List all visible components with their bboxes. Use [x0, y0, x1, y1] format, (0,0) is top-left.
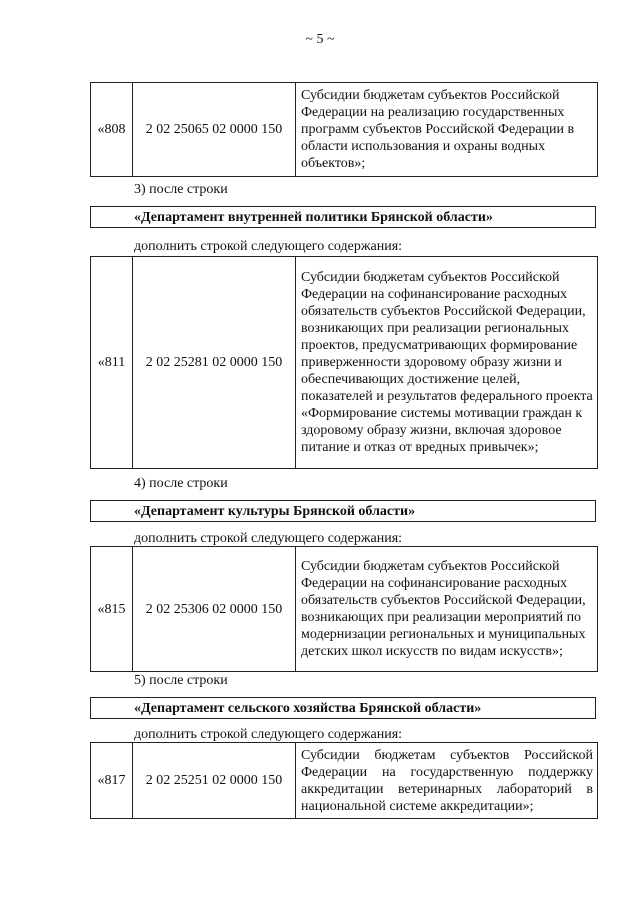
row-number: «815: [91, 547, 133, 672]
table-row: [91, 83, 598, 177]
department-heading: «Департамент внутренней политики Брянской области»: [90, 206, 596, 228]
budget-row-table: [90, 546, 598, 672]
row-number: «811: [91, 257, 133, 469]
table-row: [91, 743, 598, 819]
table-row: [91, 547, 598, 672]
budget-code: 2 02 25306 02 0000 150: [133, 547, 296, 672]
row-description: Субсидии бюджетам субъектов Российской Федерации на софинансирование расходных обязательств субъектов Российской Федерации, возникающих при реализации региональных проектов, предусматривающих формирование приверженности здоровому образу жизни и обеспечивающих достижение целей, показателей и результатов федерального проекта «Формирование системы мотивации граждан к здоровому образу жизни, включая здоровое питание и отказ от вредных привычек»;: [296, 257, 598, 469]
budget-row-table: [90, 742, 598, 819]
row-description: Субсидии бюджетам субъектов Российской Федерации на софинансирование расходных обязательств субъектов Российской Федерации, возникающих при реализации мероприятий по модернизации региональных и муниципальных детских школ искусств по видам искусств»;: [296, 547, 598, 672]
page-number: ~ 5 ~: [305, 32, 335, 47]
budget-code: 2 02 25251 02 0000 150: [133, 743, 296, 819]
after-row-label: 4) после строки: [134, 476, 228, 491]
after-row-label: 5) после строки: [134, 673, 228, 688]
table-row: [91, 257, 598, 469]
after-row-label: 3) после строки: [134, 182, 228, 197]
budget-code: 2 02 25065 02 0000 150: [133, 83, 296, 177]
row-number: «808: [91, 83, 133, 177]
supplement-label: дополнить строкой следующего содержания:: [134, 239, 403, 254]
row-number: «817: [91, 743, 133, 819]
row-description: Субсидии бюджетам субъектов Российской Федерации на реализацию государственных программ субъектов Российской Федерации в области использования и охраны водных объектов»;: [296, 83, 598, 177]
supplement-label: дополнить строкой следующего содержания:: [134, 531, 403, 546]
row-description: Субсидии бюджетам субъектов Российской Федерации на государственную поддержку аккредитации ветеринарных лабораторий в национальной системе аккредитации»;: [296, 743, 598, 819]
budget-row-table: [90, 256, 598, 469]
budget-row-table: [90, 82, 598, 177]
budget-code: 2 02 25281 02 0000 150: [133, 257, 296, 469]
supplement-label: дополнить строкой следующего содержания:: [134, 727, 403, 742]
department-heading: «Департамент культуры Брянской области»: [90, 500, 596, 522]
department-heading: «Департамент сельского хозяйства Брянской области»: [90, 697, 596, 719]
